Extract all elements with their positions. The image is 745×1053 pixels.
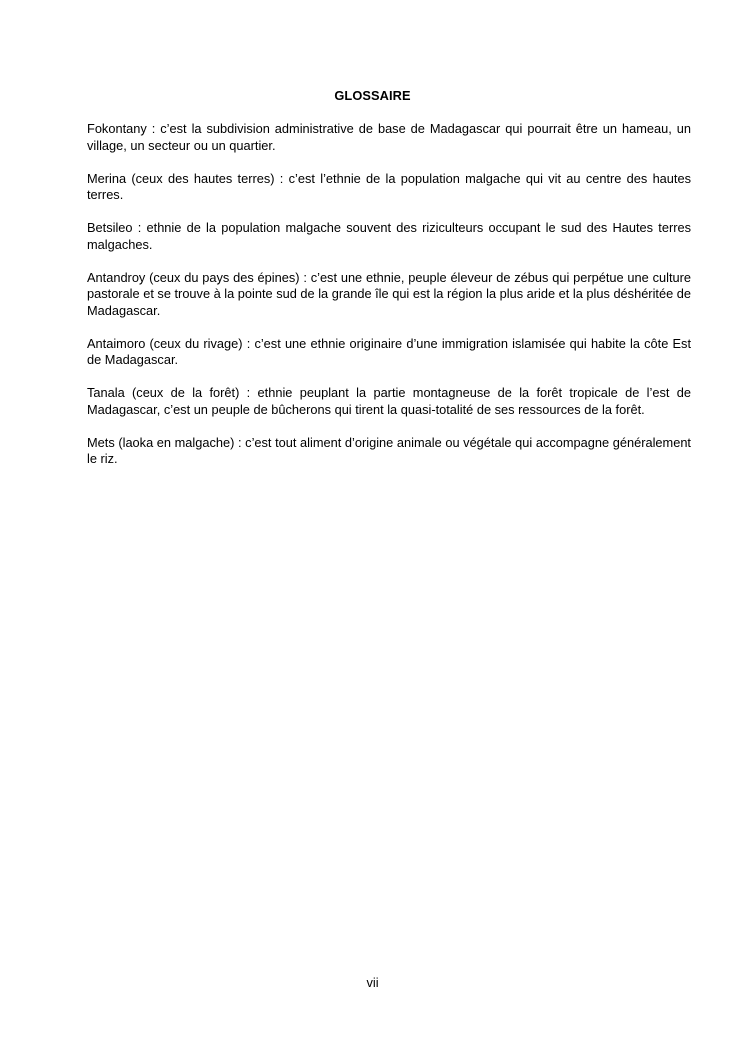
glossary-entry-merina: Merina (ceux des hautes terres) : c’est l’ethnie de la population malgache qui vit au centre des hautes terres. <box>87 170 691 202</box>
glossary-entry-mets: Mets (laoka en malgache) : c’est tout aliment d’origine animale ou végétale qui accompagne généralement le riz. <box>87 434 691 466</box>
glossary-body <box>87 121 691 484</box>
glossary-title: GLOSSAIRE <box>334 88 411 103</box>
glossary-entry-antandroy: Antandroy (ceux du pays des épines) : c’est une ethnie, peuple éleveur de zébus qui perpétue une culture pastorale et se trouve à la pointe sud de la grande île qui est la région la plus aride et la plus déshéritée de Madagascar. <box>87 269 691 318</box>
glossary-entry-fokontany: Fokontany : c’est la subdivision administrative de base de Madagascar qui pourrait être un hameau, un village, un secteur ou un quartier. <box>87 121 691 153</box>
glossary-entry-tanala: Tanala (ceux de la forêt) : ethnie peuplant la partie montagneuse de la forêt tropicale de l’est de Madagascar, c’est un peuple de bûcherons qui tirent la quasi-totalité de ses ressources de la forêt. <box>87 385 691 417</box>
glossary-entry-betsileo: Betsileo : ethnie de la population malgache souvent des riziculteurs occupant le sud des Hautes terres malgaches. <box>87 220 691 252</box>
page-number: vii <box>366 975 379 990</box>
glossary-entry-antaimoro: Antaimoro (ceux du rivage) : c’est une ethnie originaire d’une immigration islamisée qui habite la côte Est de Madagascar. <box>87 335 691 367</box>
